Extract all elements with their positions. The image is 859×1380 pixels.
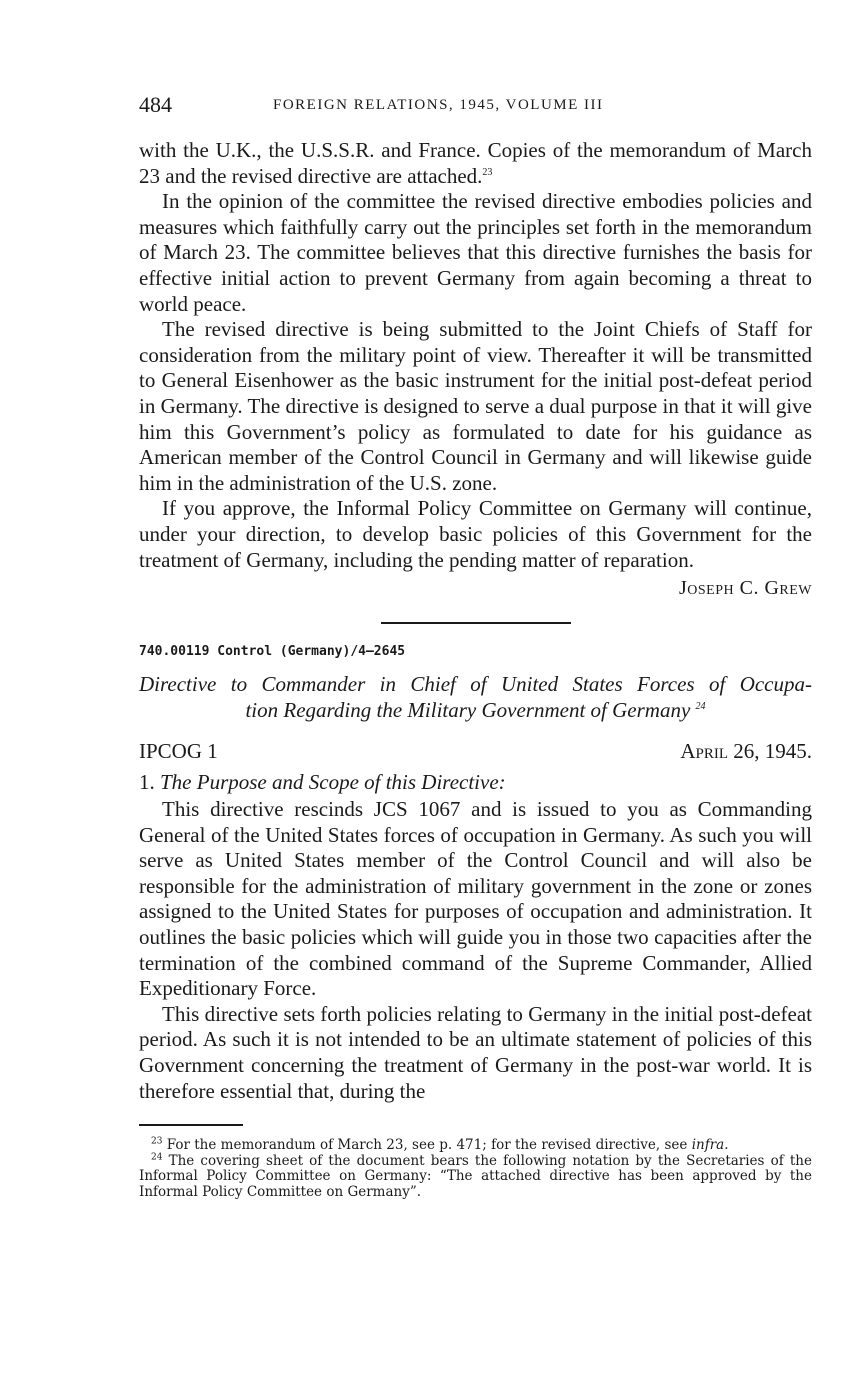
footnote-ref-24: 24 bbox=[695, 701, 706, 713]
footnote-ref-23: 23 bbox=[482, 166, 493, 178]
page-number: 484 bbox=[139, 92, 172, 117]
running-head: FOREIGN RELATIONS, 1945, VOLUME III bbox=[273, 97, 604, 113]
signature: Joseph C. Grew bbox=[678, 577, 812, 600]
footnote-24: $^{24}$ The covering sheet of the document bears the following notation by the Secretaries of the Informal Policy Committee on Germany: “The attached directive has been approved by the Informal Policy Committee on Germany”. bbox=[139, 1152, 812, 1200]
letter-paragraph-3: The revised directive is being submitted to the Joint Chiefs of Staff for consideration from the military point of view. Thereafter it will be transmitted to General Eisenhower as the basic instrument for the initial post-defeat period in Germany. The directive is designed to serve a dual purpose in that it will give him this Government’s policy as formulated to date for his guidance as American member of the Control Council in Germany and will likewise guide him in the administration of the U.S. zone. bbox=[139, 317, 812, 495]
document-title-line-1: Directive to Commander in Chief of United States Forces of Occupa- bbox=[139, 672, 812, 697]
letter-paragraph-1: with the U.K., the U.S.S.R. and France. Copies of the memorandum of March 23 and the revised directive are attached.$^{23}$ bbox=[139, 138, 812, 188]
footnotes bbox=[139, 1138, 812, 1200]
section-heading bbox=[139, 770, 812, 795]
section-paragraph-1: This directive rescinds JCS 1067 and is issued to you as Commanding General of the United States forces of occupation in Germany. As such you will serve as United States member of the Control Council and will also be responsible for the administration of military government in the zone or zones assigned to the United States for purposes of occupation and administration. It outlines the basic policies which will guide you in those two capacities after the termination of the combined command of the Supreme Commander, Allied Expeditionary Force. bbox=[139, 797, 812, 1001]
document-title-line-2: tion Regarding the Military Government of Germany $^{24}$ bbox=[245, 698, 706, 723]
section-number: 1. bbox=[139, 770, 155, 795]
footnote-divider bbox=[139, 1124, 243, 1126]
file-reference: 740.00119 Control (Germany)/4–2645 bbox=[139, 644, 406, 660]
letter-body bbox=[139, 138, 812, 573]
letter-paragraph-4: If you approve, the Informal Policy Committee on Germany will continue, under your direction, to develop basic policies of this Government for the treatment of Germany, including the pending matter of reparation. bbox=[139, 496, 812, 572]
page-header bbox=[139, 92, 812, 122]
section-paragraph-2: This directive sets forth policies relating to Germany in the initial post-defeat period. As such it is not intended to be an ultimate statement of policies of this Government concerning the treatment of Germany in the post-war world. It is therefore essential that, during the bbox=[139, 1001, 812, 1103]
ipcog-number: IPCOG 1 bbox=[139, 739, 218, 764]
section-title: The Purpose and Scope of this Directive: bbox=[160, 770, 506, 795]
footnote-mark: 24 bbox=[151, 1152, 163, 1163]
document-id-row bbox=[139, 739, 812, 764]
letter-paragraph-2: In the opinion of the committee the revised directive embodies policies and measures which faithfully carry out the principles set forth in the memorandum of March 23. The committee believes that this directive furnishes the basis for effective initial action to prevent Germany from again becoming a threat to world peace. bbox=[139, 189, 812, 316]
document-date: April 26, 1945. bbox=[680, 739, 812, 764]
book-page bbox=[139, 92, 812, 1200]
section-body bbox=[139, 797, 812, 1104]
footnote-mark: 23 bbox=[151, 1136, 163, 1147]
footnote-23: $^{23}$ For the memorandum of March 23, see p. 471; for the revised directive, see infra. bbox=[151, 1136, 729, 1154]
section-divider bbox=[381, 622, 571, 624]
document-title bbox=[139, 671, 812, 723]
